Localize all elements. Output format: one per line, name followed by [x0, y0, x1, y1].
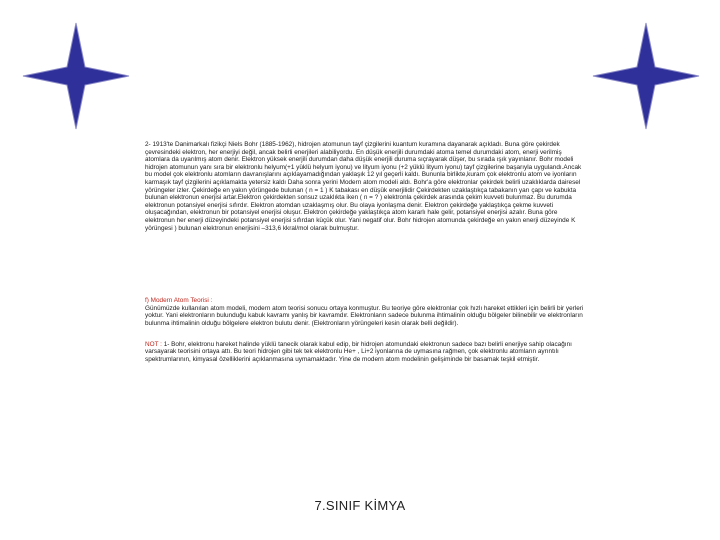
- note-block: [145, 341, 585, 364]
- modern-atom-section: [145, 297, 585, 327]
- four-point-star-icon: [20, 20, 132, 132]
- document-body: [145, 141, 585, 363]
- footer-label: 7.SINIF KİMYA: [314, 498, 406, 513]
- note-label: NOT :: [145, 340, 162, 348]
- bohr-model-paragraph: 2- 1913'te Danimarkalı fizikçi Niels Bohr (1885-1962), hidrojen atomunun tayf çizgilerini kuantum kuramına dayanarak açıkladı. Buna göre çekirdek çevresindeki elektron, her enerjiyi değil, ancak belirli enerjileri alabiliyordu. En düşük enerjili durumdaki atoma temel durumdaki atom, enerji verilmiş atomlara da uyarılmış atom denir. Elektron yüksek enerjili durumdan daha düşük enerjili duruma sıçrayarak düşer, bu sırada ışık yayınlanır. Bohr modeli hidrojen atomunun yanı sıra bir elektronlu helyum(+1 yüklü helyum iyonu) ve lityum iyonu (+2 yüklü lityum iyonu) tayf çizgilerine başarıyla uygulandı.Ancak bu model çok elektronlu atomların davranışlarını açıklayamadığından yaklaşık 12 yıl geçerli kaldı. Bununla birlikte,kuram çok elektronlu atom ve iyonların karmaşık tayf çizgilerini açıklamakta yetersiz kaldı Daha sonra yerini Modern atom modeli aldı. Bohr'a göre elektronlar çekirdek belirli uzaklıklarda dairesel yörüngeler izler. Çekirdeğe en yakın yörüngede bulunan ( n = 1 ) K tabakası en düşük enerjilidir Çekirdekten uzaklaştıkça tabakanın yarı çapı ve kabukta bulunan elektronun enerjisi artar.Elektron çekirdekten sonsuz uzaklıkta iken ( n = ? ) elektronla çekirdek arasında çekim kuvveti bulunmaz. Bu durumda elektronun potansiyel enerjisi sıfırdır. Elektron atomdan uzaklaşmış olur. Bu olaya iyonlaşma denir. Elektron çekirdeğe yaklaştıkça çekme kuvveti oluşacağından, elektronun bir potansiyel enerjisi oluşur. Elektron çekirdeğe yaklaştıkça atom kararlı hale gelir, potansiyel enerjisi azalır. Buna göre elektronun her enerji düzeyindeki potansiyel enerjisi sıfırdan küçük olur. Yani negatif olur. Bohr hidrojen atomunda çekirdeğe en yakın enerji düzeyinde K yörüngesi ) bulunan elektronun enerjisini –313,6 kkral/mol olarak bulmuştur.: [145, 141, 582, 232]
- four-point-star-icon: [590, 20, 702, 132]
- note-paragraph: 1- Bohr, elektronu hareket halinde yüklü tanecik olarak kabul edip, bir hidrojen atomundaki elektronun sadece bazı belirli enerjiye sahip olacağını varsayarak teorisini ortaya attı. Bu teori hidrojen gibi tek tek elektronlu He+ , Li+2 iyonlarına de uymasına rağmen, çok elektronlu atomların ayrıntılı spektrumlarının, kimyasal özelliklerini açıklanmasına uymamaktadır. Yine de modern atom modelinin gelişiminde bir basamak teşkil etmiştir.: [145, 340, 572, 363]
- modern-atom-paragraph: Günümüzde kullanılan atom modeli, modern atom teorisi sonucu ortaya konmuştur. Bu teoriye göre elektronlar çok hızlı hareket ettikleri için belirli bir yerleri yoktur. Yani elektronların bulunduğu kabuk kavramı yanlış bir kavramdır. Elektronların sadece bulunma ihtimalinin olduğu bölgeler bilinebilir ve elektronların bulunma ihtimalinin olduğu bölgelere elektron bulutu denir. (Elektronların yörüngeleri kesin olarak belli değildir).: [145, 304, 584, 327]
- modern-atom-heading: f) Modern Atom Teorisi :: [145, 297, 213, 305]
